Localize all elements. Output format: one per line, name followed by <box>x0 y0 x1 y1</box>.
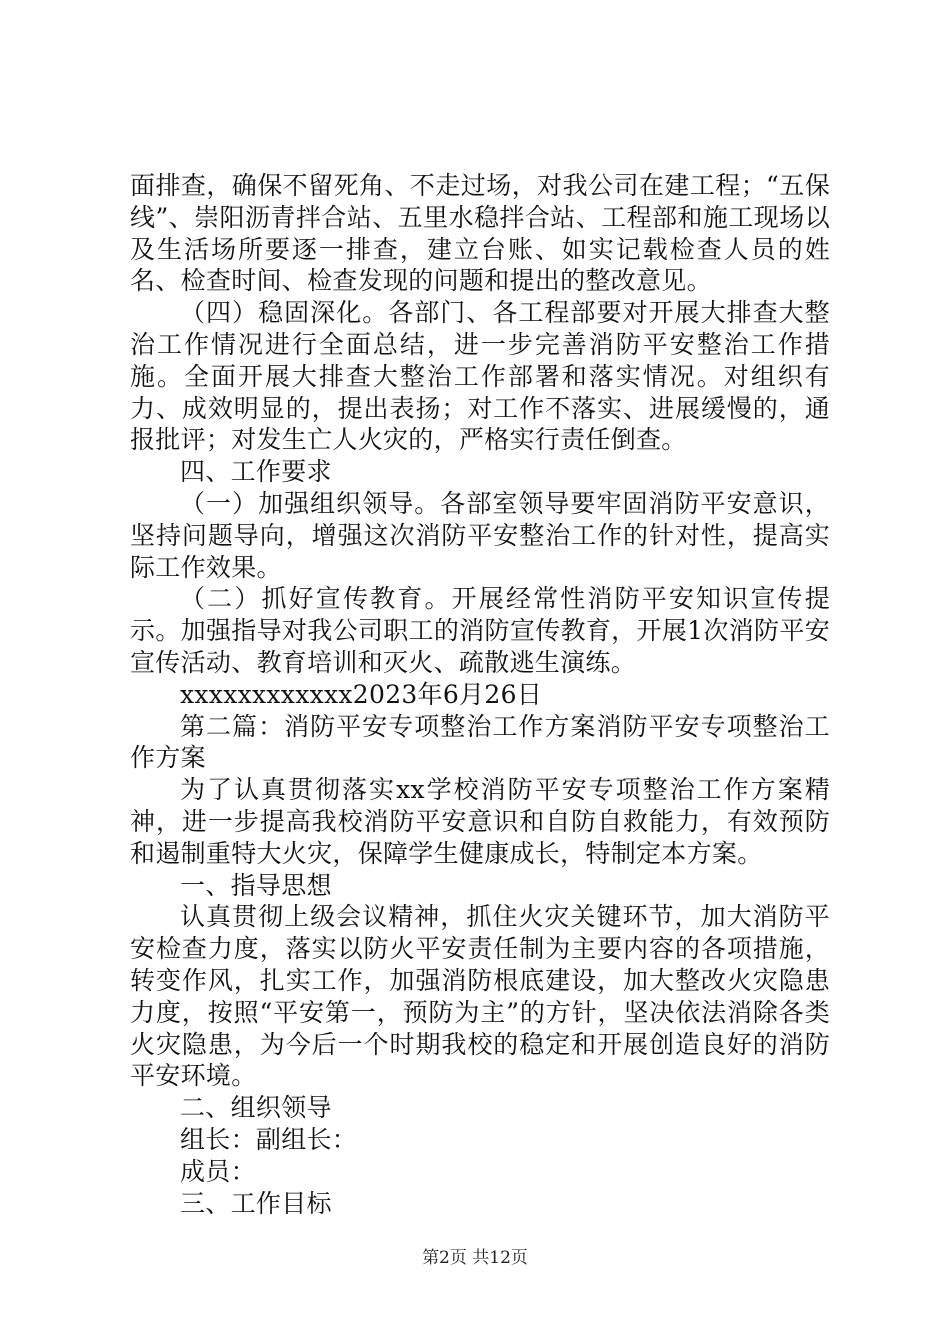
heading-work-goals: 三、工作目标 <box>180 1188 332 1218</box>
paragraph-organization-leadership: （一）加强组织领导。各部室领导要牢固消防平安意识，坚持问题导向，增强这次消防平安整治工作的针对性，提高实际工作效果。 <box>130 488 830 582</box>
paragraph-consolidate: （四）稳固深化。各部门、各工程部要对开展大排查大整治工作情况进行全面总结，进一步完善消防平安整治工作措施。全面开展大排查大整治工作部署和落实情况。对组织有力、成效明显的，提出表扬；对工作不落实、进展缓慢的，通报批评；对发生亡人火灾的，严格实行责任倒查。 <box>130 298 830 455</box>
paragraph-publicity-education: （二）抓好宣传教育。开展经常性消防平安知识宣传提示。加强指导对我公司职工的消防宣传教育，开展1次消防平安宣传活动、教育培训和灭火、疏散逃生演练。 <box>130 584 830 677</box>
document-body <box>130 170 830 1219</box>
paragraph-purpose: 为了认真贯彻落实xx学校消防平安专项整治工作方案精神，进一步提高我校消防平安意识和自防自救能力，有效预防和遏制重特大火灾，保障学生健康成长，特制定本方案。 <box>130 775 830 868</box>
line-group-leader: 组长：副组长： <box>180 1124 358 1154</box>
paragraph-inspection-continuation: 面排查，确保不留死角、不走过场，对我公司在建工程；“五保线”、崇阳沥青拌合站、五里水稳拌合站、工程部和施工现场以及生活场所要逐一排查，建立台账、如实记载检查人员的姓名、检查时间、检查发现的问题和提出的整改意见。 <box>130 171 830 296</box>
page-number-footer: 第2页 共12页 <box>422 1248 528 1268</box>
heading-guiding-ideology: 一、指导思想 <box>180 870 332 900</box>
section-title-second-part: 第二篇：消防平安专项整治工作方案消防平安专项整治工作方案 <box>130 711 830 773</box>
signature-date-line: xxxxxxxxxxxx2023年6月26日 <box>180 679 543 709</box>
heading-organization-leadership: 二、组织领导 <box>180 1093 332 1123</box>
line-members: 成员： <box>180 1156 256 1186</box>
paragraph-guiding-ideology: 认真贯彻上级会议精神，抓住火灾关键环节，加大消防平安检查力度，落实以防火平安责任制为主要内容的各项措施，转变作风，扎实工作，加强消防根底建设，加大整改火灾隐患力度，按照“平安第一，预防为主”的方针，坚决依法消除各类火灾隐患，为今后一个时期我校的稳定和开展创造良好的消防平安环境。 <box>130 902 830 1091</box>
heading-work-requirements: 四、工作要求 <box>180 457 332 487</box>
